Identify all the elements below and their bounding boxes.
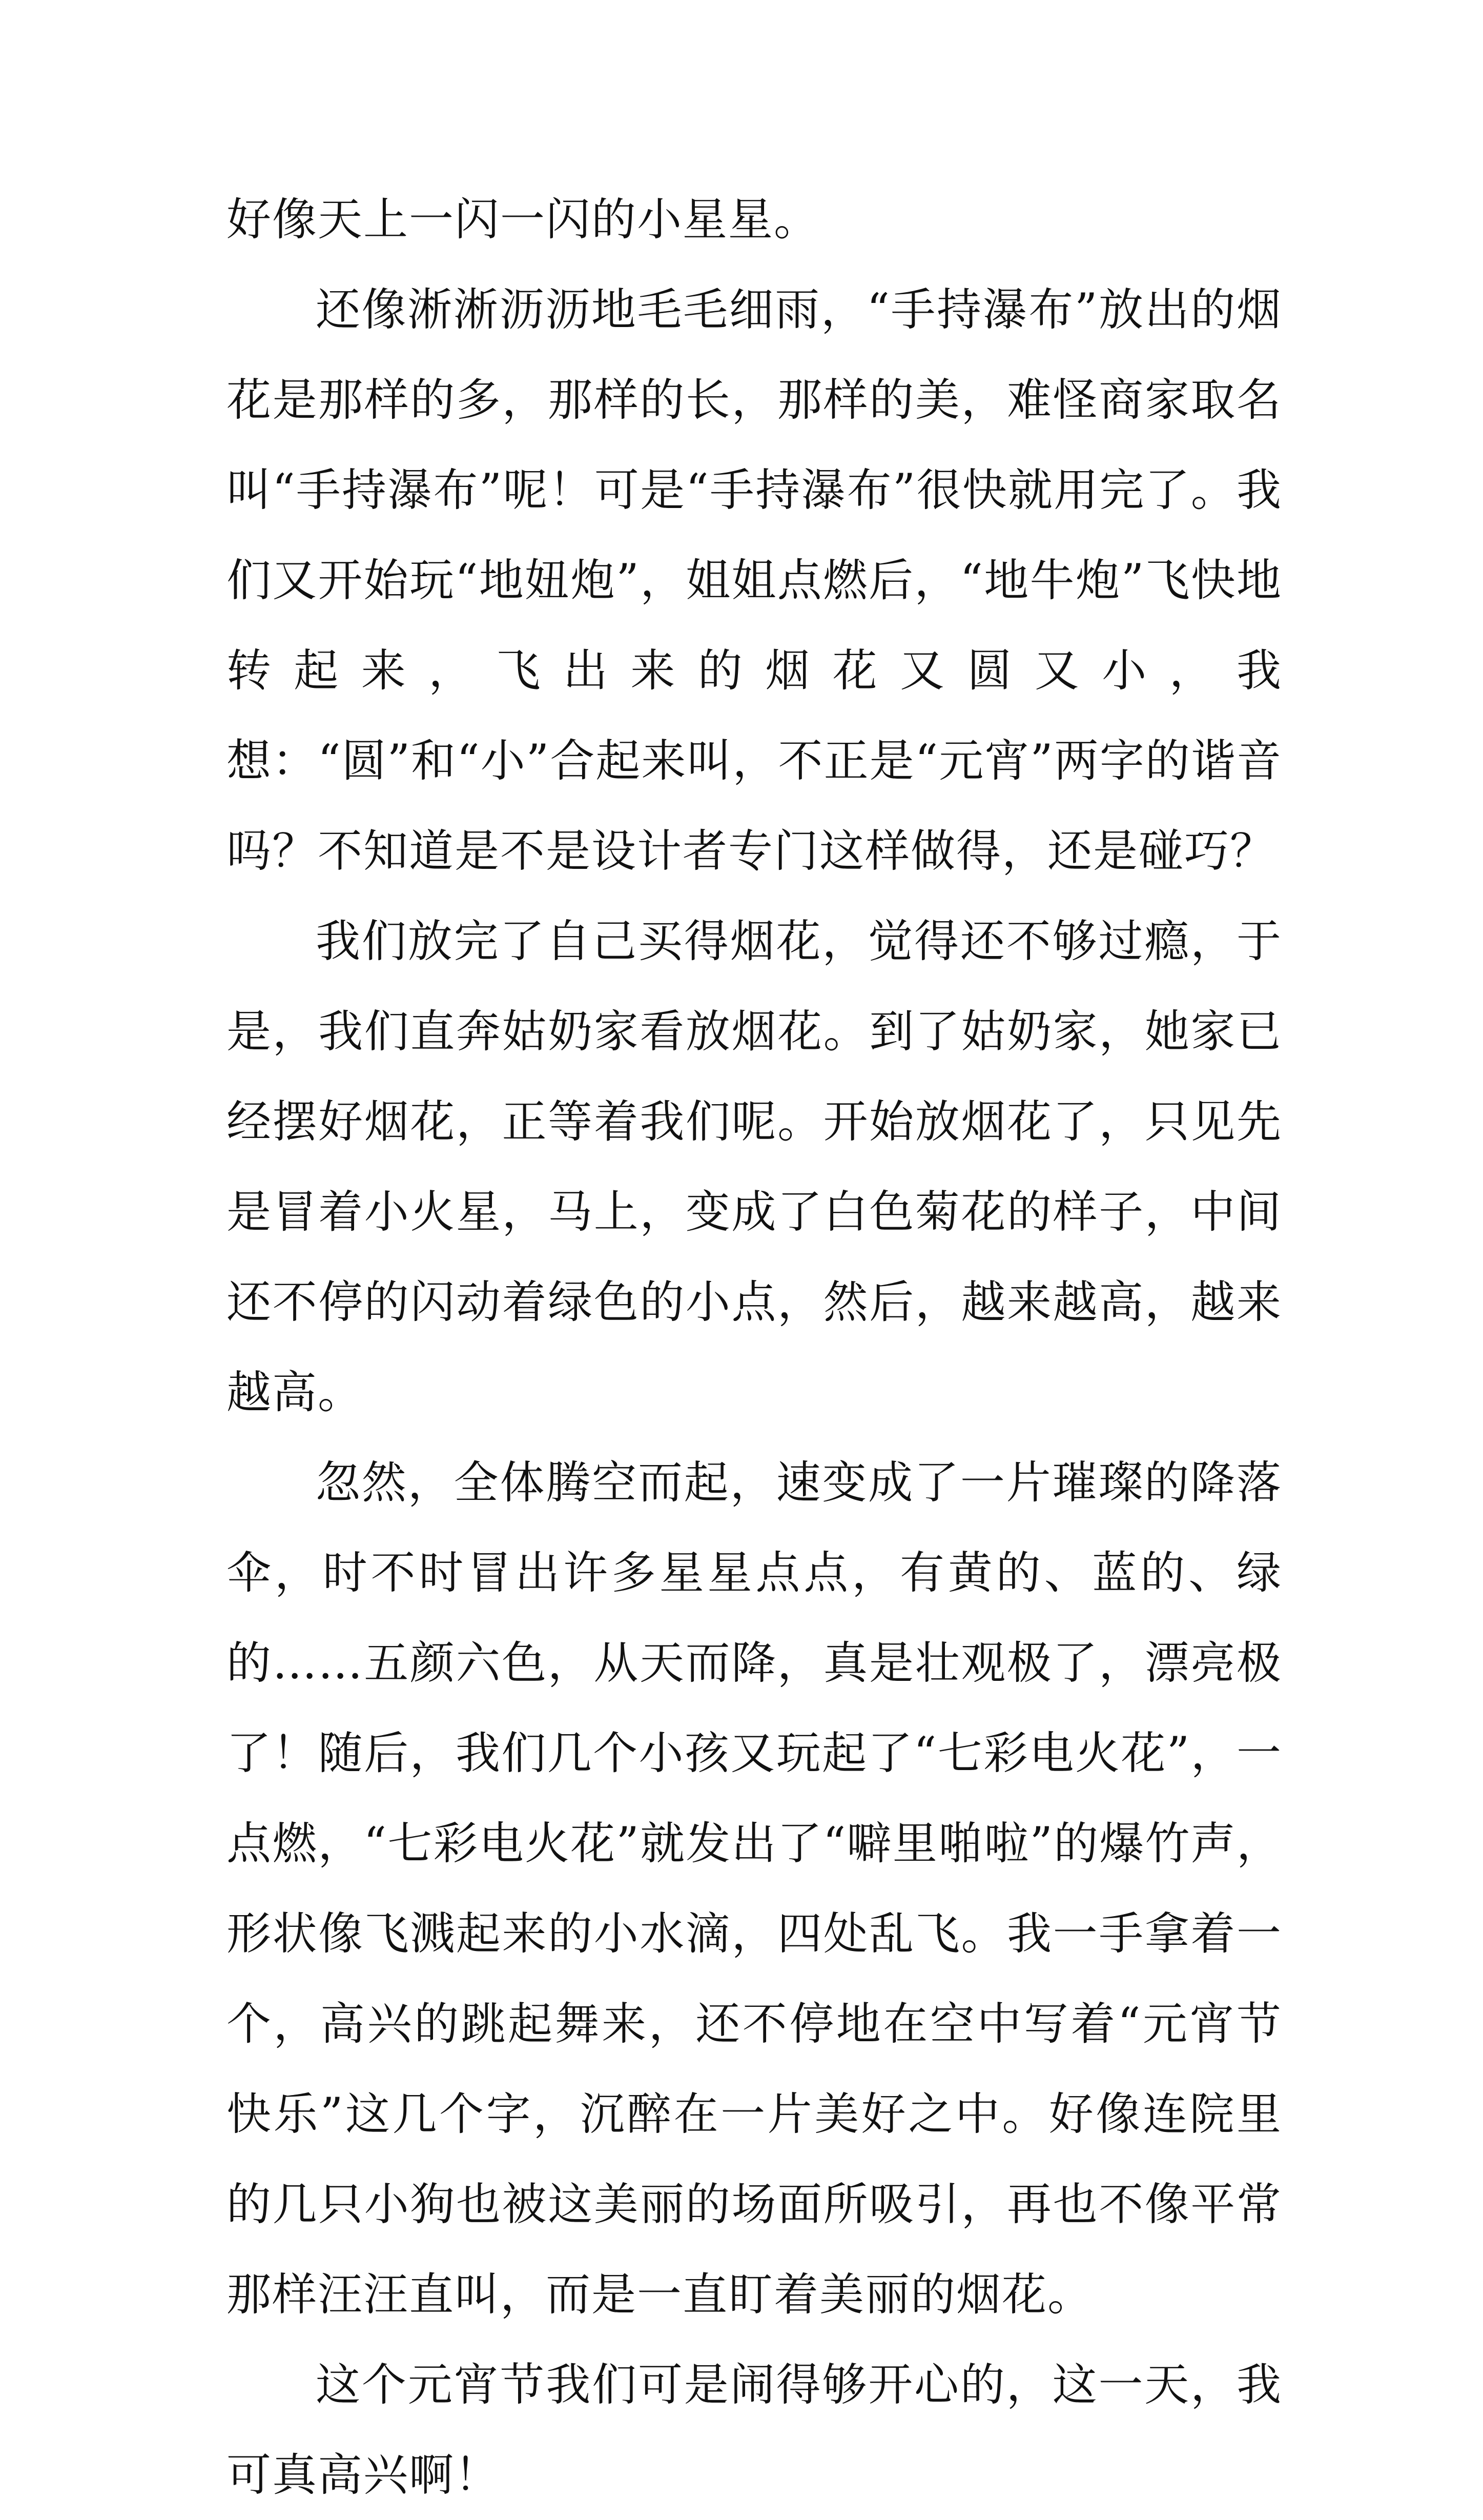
paragraph-2: 还像淅淅沥沥地毛毛细雨，“手持瀑布”放出的烟花是那样的多，那样的长，那样的美，难怪商家取名叫“手持瀑布”呢！可是“手持瀑布”很快就用完了。我们又开始玩“地妞炮”，姐姐点燃后，“地牛炮”飞快地转起来，飞出来的烟花又圆又小，我想：“圆”和“小”合起来叫，不正是“元宵”两字的谐音吗？不知道是不是设计者专门这样做得，还是碰巧？ — [226, 283, 1282, 877]
paragraph-1: 好像天上一闪一闪的小星星。 — [226, 193, 819, 246]
paragraph-4: 忽然，全体腾空而起，速变成了一片璀璨的降落伞，时不时冒出许多星星点点，有黄的、蓝的、绿的……五颜六色，从天而降，真是壮观极了，漂亮极了！随后，我们几个小孩又玩起了“七彩电火花”，一点燃，“七彩电火花”就发出了“噼里啪啦”的爆竹声，形状像飞溅起来的小水滴，四处乱飞。我一手拿着一个，高兴的跳起舞来，还不停地在空中写着“元宵节快乐”这几个字，沉醉在一片美好之中。好像连院里的几只小狗也被这美丽的场面所吸引，再也不像平常那样汪汪直叫，而是一直盯着美丽的烟花。 — [226, 1456, 1282, 2321]
paragraph-5: 这个元宵节我们可是闹得够开心的，这一天，我可真高兴啊！ — [226, 2359, 1282, 2501]
paragraph-3: 我们放完了自己买得烟花，觉得还不够过瘾，于是，我们直奔姑奶家看放烟花。到了姑奶家，她家已经摆好烟花，正等着我们呢。开始放烟花了，只见先是冒着小火星，马上，变成了白色菊花的样子，中间还不停的闪动着绿色的小点，然后，越来越高，越来越高。 — [226, 915, 1282, 1418]
document-body — [226, 174, 1282, 2520]
